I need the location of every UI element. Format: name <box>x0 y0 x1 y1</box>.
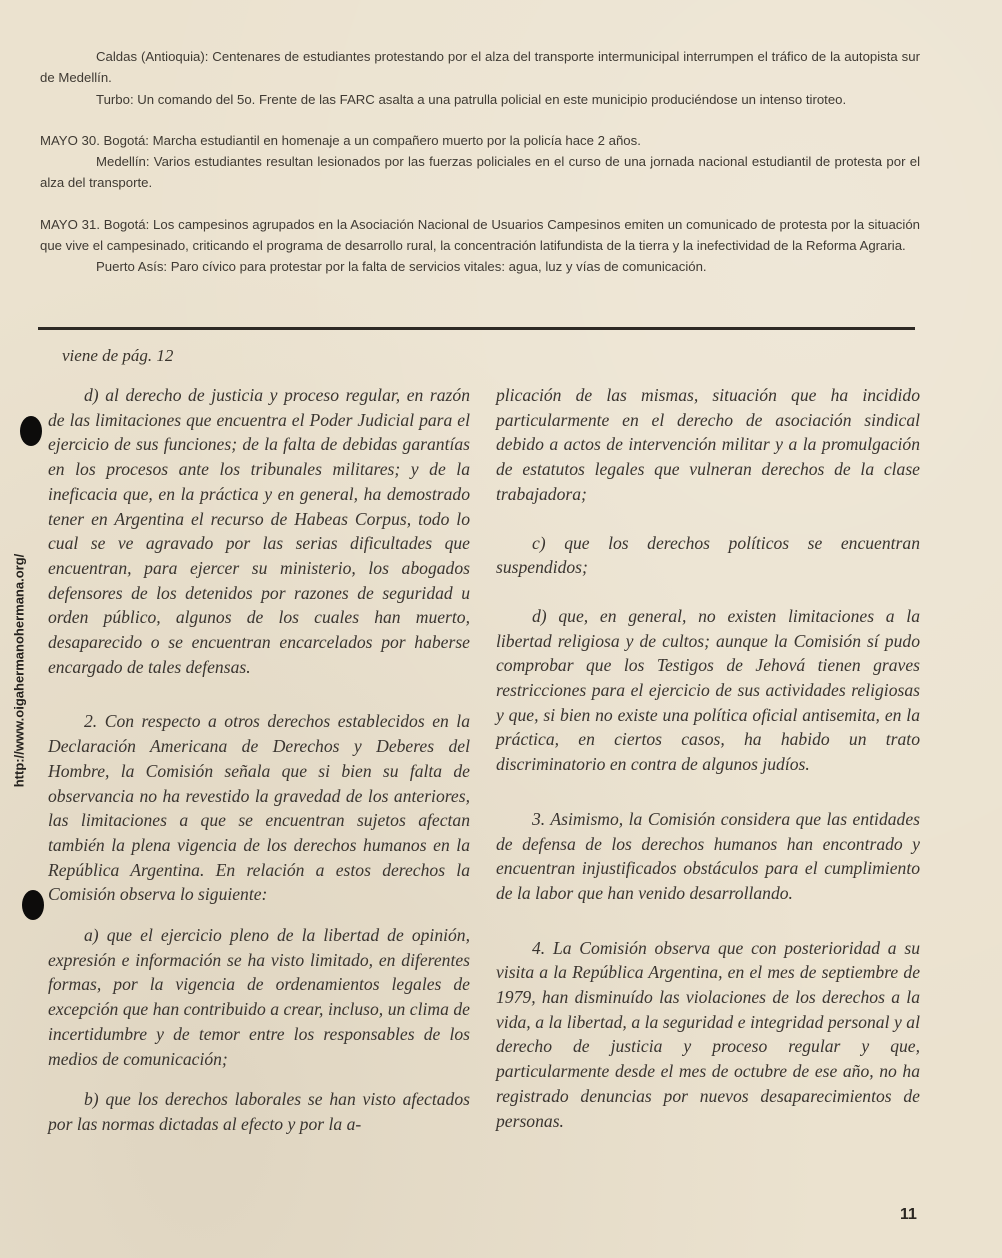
chronology-entry <box>40 130 920 194</box>
chronology-line: Puerto Asís: Paro cívico para protestar por la falta de servicios vitales: agua, luz y vías de comunicación. <box>96 259 707 275</box>
paragraph: c) que los derechos políticos se encuentran suspendidos; <box>496 532 920 578</box>
chronology-line: Turbo: Un comando del 5o. Frente de las FARC asalta a una patrulla policial en este municipio produciéndose un intenso tiroteo. <box>96 91 847 107</box>
watermark <box>2 512 36 828</box>
chronology-entry <box>40 214 920 278</box>
section-divider <box>38 327 915 330</box>
paragraph: 4. La Comisión observa que con posterioridad a su visita a la República Argentina, en el mes de septiembre de 1979, han disminuído las violaciones de los derechos a la vida, a la libertad, a la seguridad e integridad personal y al derecho de justicia y proceso regular y que, particularmente desde el mes de octubre de ese año, no ha registrado denuncias por nuevos desaparecimientos de personas. <box>496 937 920 1131</box>
right-column <box>496 383 920 1133</box>
page-number: 11 <box>900 1206 917 1223</box>
paragraph: 2. Con respecto a otros derechos establecidos en la Declaración Americana de Derechos y Deberes del Hombre, la Comisión señala que si bien su falta de observancia no ha revestido la gravedad de los anteriores, las limitaciones a que se encuentran sujetos afectan también la plena vigencia de los derechos humanos en la República Argentina. En relación a estos derechos la Comisión observa lo siguiente: <box>48 711 470 905</box>
continued-from-label: viene de pág. 12 <box>62 346 174 365</box>
chronology-line: MAYO 31. Bogotá: Los campesinos agrupados en la Asociación Nacional de Usuarios Campesinos emiten un comunicado de protesta por la situación que vive el campesinado, criticando el programa de desarrollo rural, la concentración latifundista de la tierra y la inefectividad de la Reforma Agraria. <box>40 216 920 254</box>
paragraph: d) al derecho de justicia y proceso regular, en razón de las limitaciones que encuentra el Poder Judicial para el ejercicio de sus funciones; de la falta de debidas garantías en los procesos ante los tribunales militares; y de la ineficacia que, en la práctica y en general, ha demostrado tener en Argentina el recurso de Habeas Corpus, todo lo cual se ve agravado por las serias dificultades que encuentran, para ejercer su ministerio, los abogados defensores de los detenidos por razones de seguridad u orden público, algunos de los cuales han muerto, desaparecido o se encuentran encarcelados por haberse encargado de tales defensas. <box>48 385 470 677</box>
paragraph: d) que, en general, no existen limitaciones a la libertad religiosa y de cultos; aunque la Comisión sí pudo comprobar que los Testigos de Jehová tienen graves restricciones para el ejercicio de sus actividades religiosas y que, si bien no existe una política oficial antisemita, en la práctica, en ciertos casos, ha habido un trato discriminatorio en contra de algunos judíos. <box>496 605 920 775</box>
chronology-section <box>40 46 920 298</box>
punch-hole <box>20 416 42 446</box>
chronology-line: Caldas (Antioquia): Centenares de estudiantes protestando por el alza del transporte intermunicipal interrumpen el tráfico de la autopista sur de Medellín. <box>40 49 920 86</box>
chronology-line: MAYO 30. Bogotá: Marcha estudiantil en homenaje a un compañero muerto por la policía hace 2 años. <box>40 132 641 148</box>
watermark-text: http://www.oigahermanohermana.org/ <box>11 553 27 787</box>
paragraph: b) que los derechos laborales se han visto afectados por las normas dictadas al efecto y por la a- <box>48 1089 470 1134</box>
left-column <box>48 383 470 1137</box>
paragraph: a) que el ejercicio pleno de la libertad de opinión, expresión e información se ha visto limitado, en diferentes formas, por la vigencia de ordenamientos legales de excepción que han contribuido a crear, incluso, un clima de incertidumbre y de temor entre los responsables de los medios de comunicación; <box>48 925 470 1069</box>
chronology-entry <box>40 46 920 110</box>
punch-hole <box>22 890 44 920</box>
paragraph: 3. Asimismo, la Comisión considera que las entidades de defensa de los derechos humanos han encontrado y encuentran injustificados obstáculos para el cumplimiento de la labor que han venido desarrollando. <box>496 808 920 903</box>
chronology-line: Medellín: Varios estudiantes resultan lesionados por las fuerzas policiales en el curso de una jornada nacional estudiantil de protesta por el alza del transporte. <box>40 154 920 191</box>
paragraph: plicación de las mismas, situación que ha incidido particularmente en el derecho de asociación sindical debido a actos de intervención militar y a la promulgación de estatutos legales que vulneran derechos de la clase trabajadora; <box>496 385 920 504</box>
